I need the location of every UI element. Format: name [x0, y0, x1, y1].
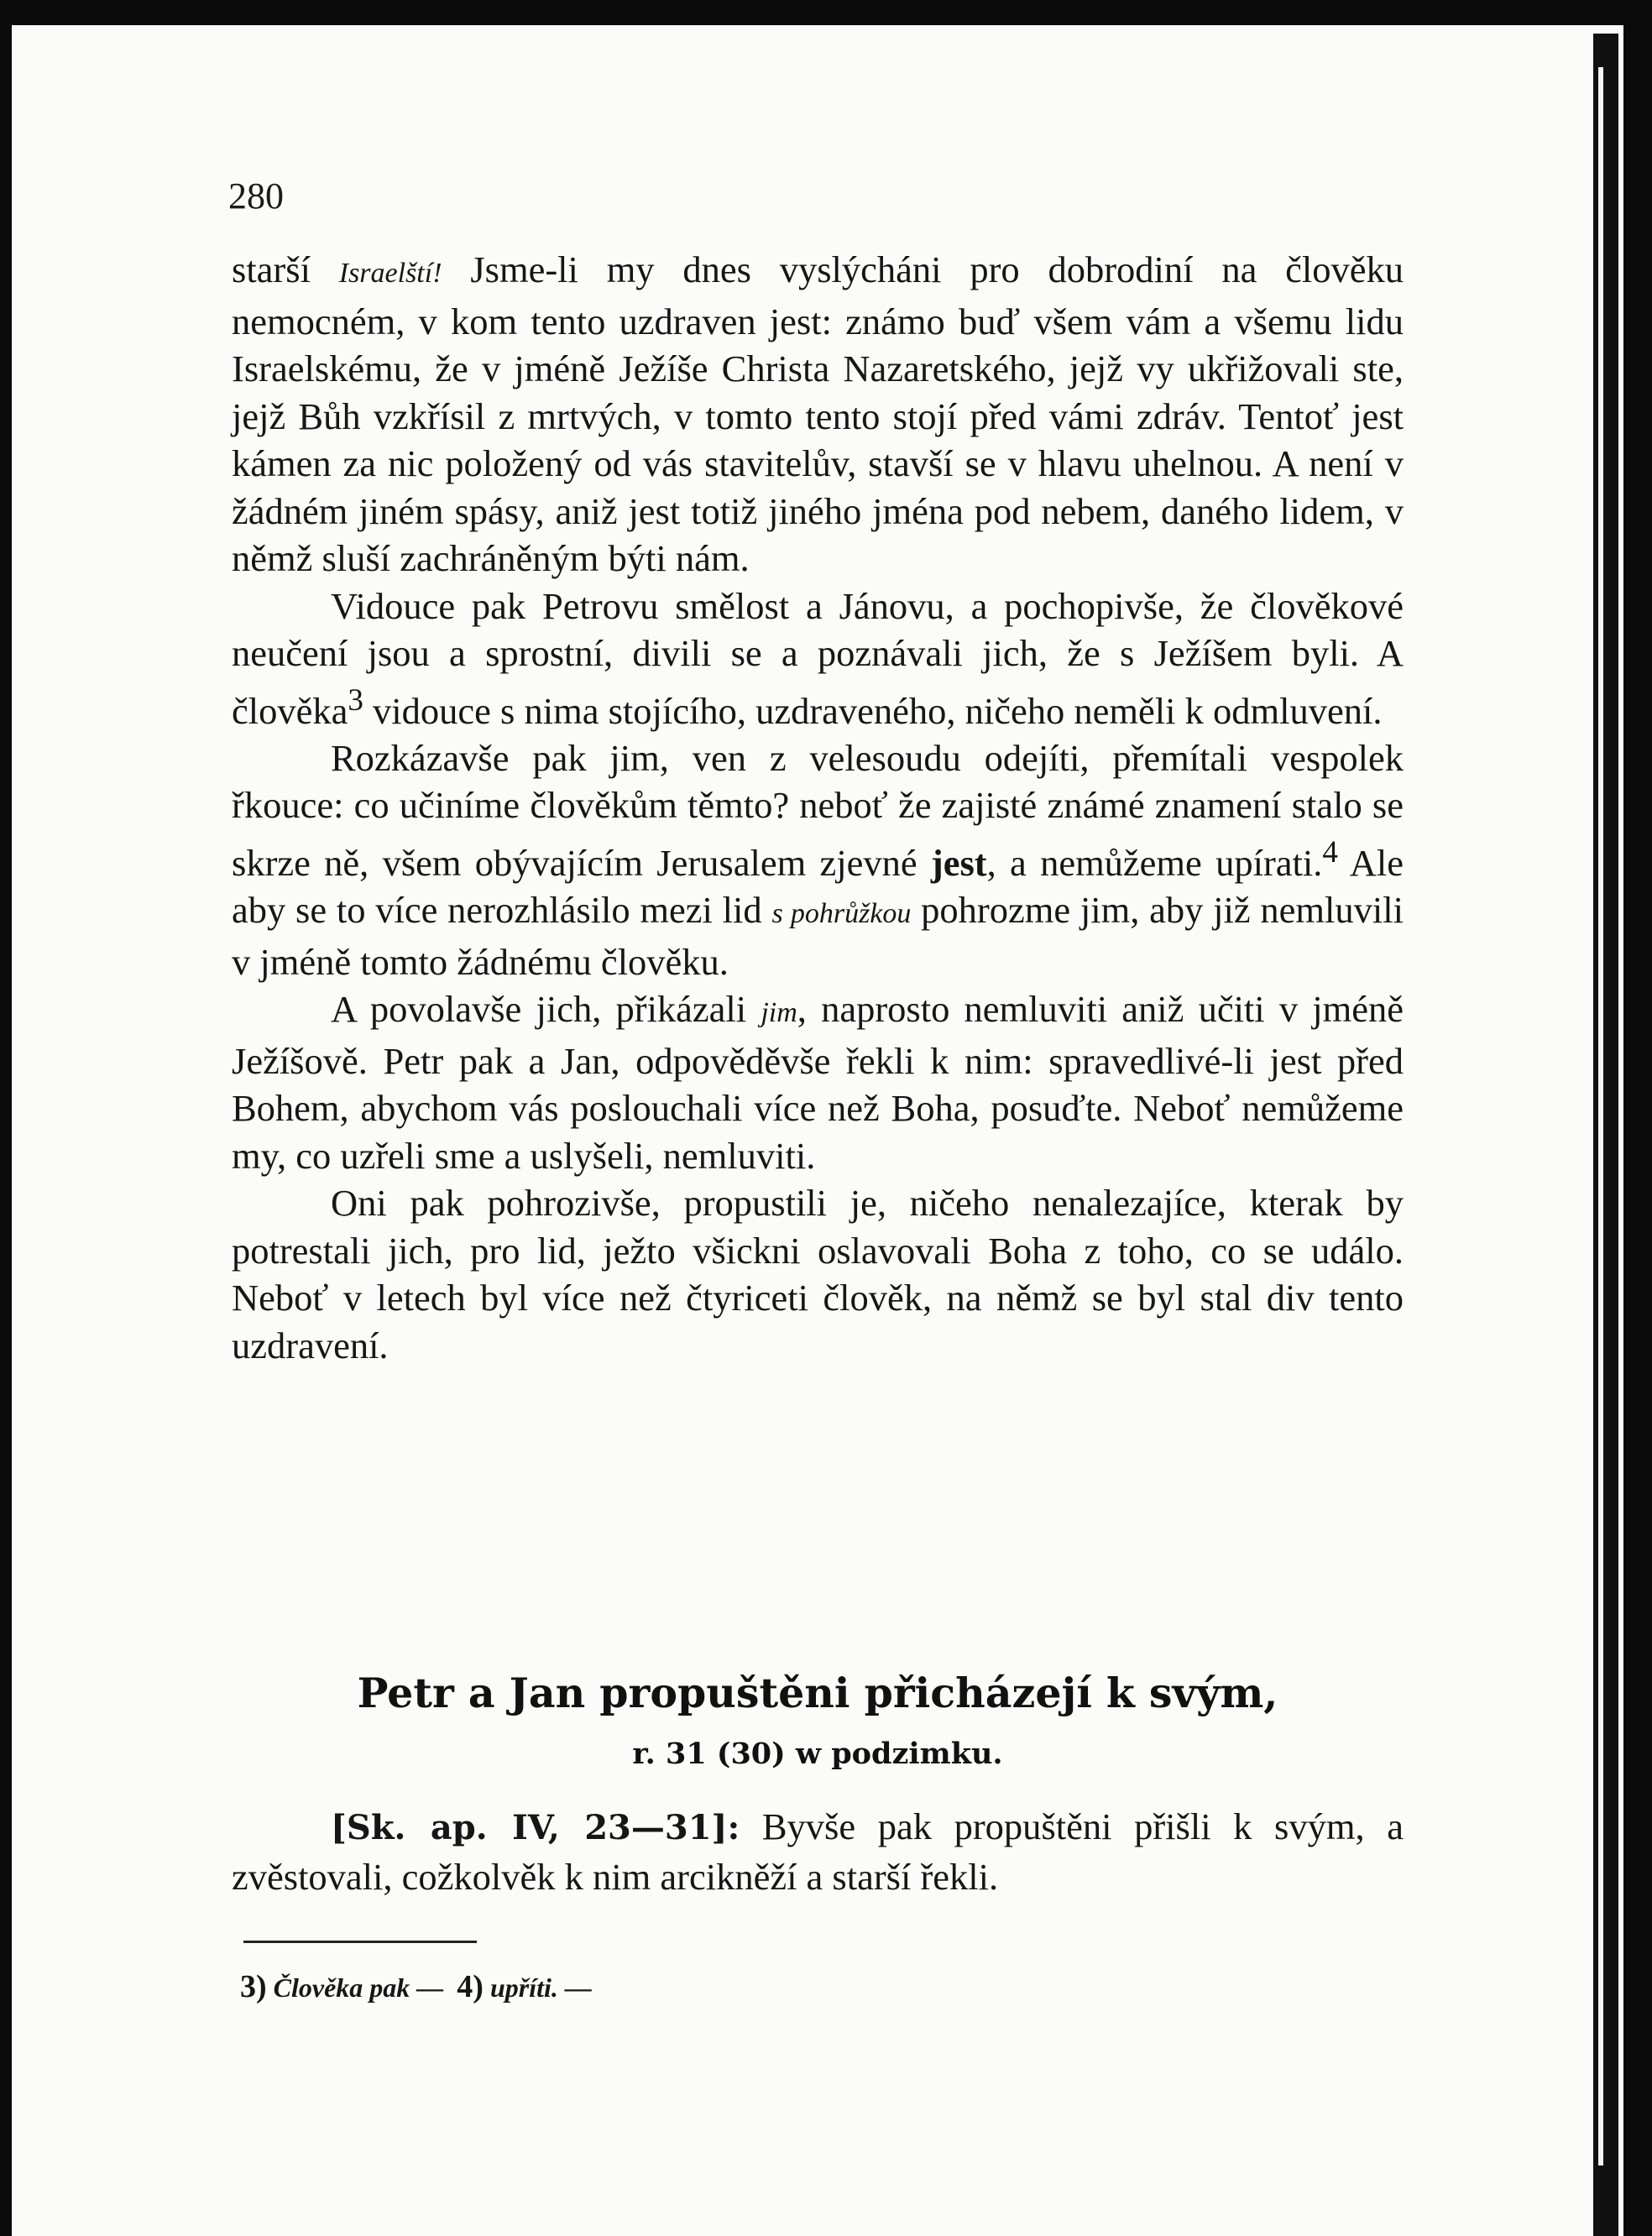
paragraph [232, 246, 1404, 583]
paragraph [232, 583, 1404, 734]
text-run: jim [761, 997, 797, 1029]
paragraph [232, 734, 1404, 985]
paragraph [232, 1179, 1404, 1369]
footnote-number: 3) [240, 1969, 267, 2004]
footnote-rule [243, 1941, 477, 1943]
main-text [232, 246, 1404, 1369]
section-paragraph [232, 1802, 1404, 1901]
footnote-marker: 3 [348, 682, 363, 718]
section-heading: Petr a Jan propuštěni přicházejí k svým, [357, 1669, 1278, 1717]
footnotes [240, 1968, 592, 2005]
text-run: Israelští! [338, 258, 442, 289]
page-edge [1593, 34, 1618, 2236]
scripture-reference: [Sk. ap. IV, 23—31]: [331, 1808, 740, 1847]
section-paragraph-text: Byvše pak propuštěni přišli k svým, a zvěstovali, cožkolvěk k nim arcikněží a starší řekli. [232, 1805, 1404, 1898]
text-run: Vidouce pak Petrovu smělost a Jánovu, a pochopivše, že člověkové neučení jsou a sprostní, divili se a poznávali jich, že s Ježíšem byli. A člověka [232, 584, 1404, 732]
text-run: vidouce s nima stojícího, uzdraveného, ničeho neměli k odmluvení. [363, 689, 1383, 732]
footnote-text: Člověka pak — [273, 1972, 444, 2003]
text-run: Oni pak pohrozivše, propustili je, ničeho nenalezajíce, kterak by potrestali jich, pro lid, ježto všickni oslavovali Boha z toho, co se událo. Neboť v letech byl více než čtyriceti člověk, na němž se byl stal div tento uzdravení. [232, 1182, 1404, 1366]
text-run: starší [232, 248, 339, 290]
paragraph [232, 985, 1404, 1179]
text-run: Jsme-li my dnes vyslýcháni pro dobrodiní na člověku nemocném, v kom tento uzdraven jest: známo buď všem vám a všemu lidu Israelskému, že v jméně Ježíše Christa Nazaretského, jejž vy ukřižovali ste, jejž Bůh vzkřísil z mrtvých, v tomto tento stojí před vámi zdráv. Tentoť jest kámen za nic položený od vás stavitelův, stavší se v hlavu uhelnou. A není v žádném jiném spásy, aniž jest totiž jiného jména pod nebem, daného lidem, v němž sluší zachráněným býti nám. [232, 248, 1404, 579]
text-run: A povolavše jich, přikázali [331, 988, 761, 1031]
footnote-text: upříti. — [489, 1972, 592, 2003]
text-run: Rozkázavše pak jim, ven z velesoudu odejíti, přemítali vespolek řkouce: co učiníme člověkům těmto? neboť že zajisté známé znamení stalo se skrze ně, všem obývajícím Jerusalem zjevné [232, 736, 1404, 884]
footnote-marker: 4 [1322, 834, 1338, 870]
section-text [232, 1802, 1404, 1901]
text-run: s pohrůžkou [771, 898, 912, 930]
text-run: jest [930, 841, 987, 884]
page-spine [1598, 67, 1603, 2165]
page-number: 280 [228, 175, 284, 217]
text-run: , a nemůžeme upírati. [986, 841, 1323, 884]
text-run: , naprosto nemluviti aniž učiti v jméně Ježíšově. Petr pak a Jan, odpověděvše řekli k nim: spravedlivé-li jest před Bohem, abychom vás poslouchali více než Boha, posuďte. Neboť nemůžeme my, co uzřeli sme a uslyšeli, nemluviti. [232, 988, 1404, 1177]
section-subheading: r. 31 (30) w podzimku. [632, 1737, 1003, 1771]
text-run: Ale aby se to více nerozhlásilo mezi lid [232, 841, 1404, 932]
text-run: pohrozme jim, aby již nemluvili v jméně tomto žádnému člověku. [232, 889, 1404, 983]
footnote-number: 4) [457, 1969, 484, 2004]
